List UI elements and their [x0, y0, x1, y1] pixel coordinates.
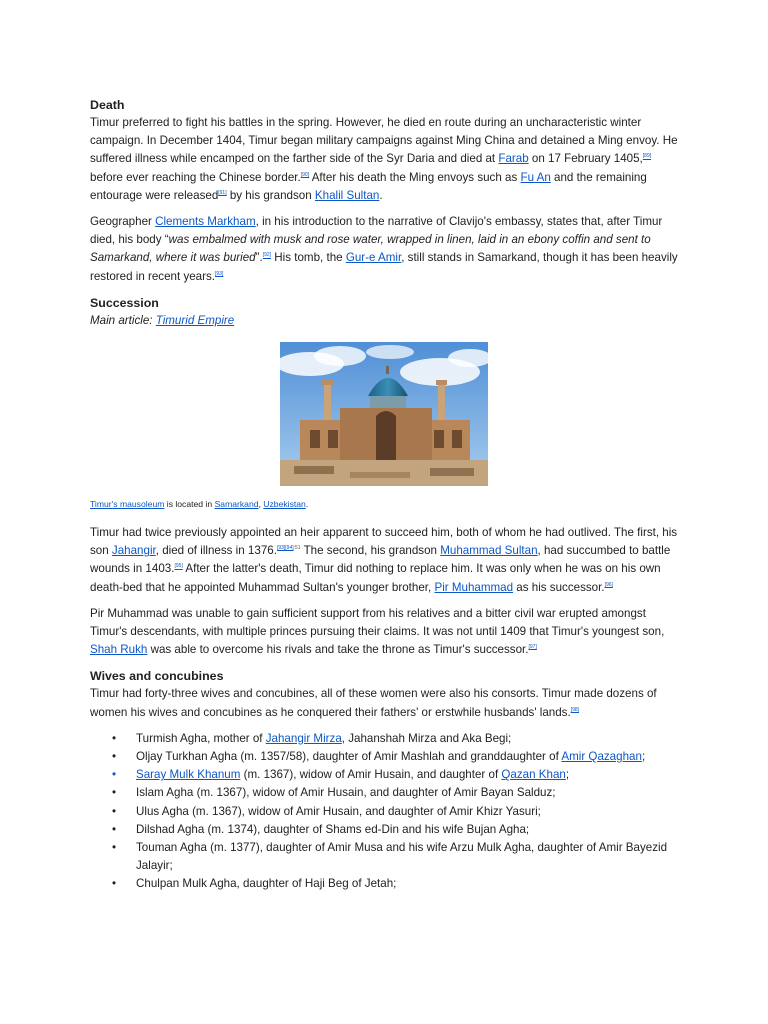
link-pir-muhammad[interactable]: Pir Muhammad [434, 580, 514, 594]
list-item: • Ulus Agha (m. 1367), widow of Amir Husain, and daughter of Amir Khizr Yasuri; [136, 803, 680, 821]
ref-93-94[interactable]: [93][94] [276, 545, 294, 552]
text: Timur had forty-three wives and concubines, all of these women were also his consorts. Timur made dozens of women his wives and concubines as he conquered their fathers' or erstwhile husbands' lands. [90, 687, 657, 719]
text: (m. 1367), widow of Amir Husain, and daughter of [240, 768, 502, 782]
text: Geographer [90, 215, 156, 229]
text: After the latter's death, Timur did nothing to replace him. It was only when he was on his own death-bed that he appointed Muhammad Sultan's younger brother, [90, 562, 661, 594]
wives-intro [90, 685, 680, 721]
link-gur-e-amir[interactable]: Gur-e Amir [345, 251, 402, 265]
text: Main article: [90, 313, 156, 327]
death-paragraph-1 [90, 114, 680, 205]
text: Turmish Agha, mother of [136, 731, 266, 745]
mausoleum-image[interactable] [280, 342, 488, 486]
text: , [258, 499, 264, 510]
list-item [136, 766, 680, 784]
ref-95[interactable]: [95] [174, 563, 183, 570]
text: was able to overcome his rivals and take the throne as Timur's successor. [147, 643, 529, 657]
link-uzbekistan[interactable]: Uzbekistan [263, 499, 306, 510]
text: by his grandson [226, 188, 315, 202]
text: , still stands in Samarkand, though it has been heavily restored in recent years. [90, 251, 678, 283]
link-samarkand[interactable]: Samarkand [214, 499, 259, 510]
text: . [305, 499, 309, 510]
text: before ever reaching the Chinese border. [90, 170, 301, 184]
succession-heading: Succession [90, 295, 159, 310]
link-timurid-empire[interactable]: Timurid Empire [155, 313, 235, 327]
text: The second, his grandson [300, 544, 441, 558]
text: His tomb, the [271, 251, 346, 265]
link-muhammad-sultan[interactable]: Muhammad Sultan [440, 544, 538, 558]
figure-caption [90, 498, 680, 510]
main-article-note [90, 312, 680, 330]
text: Timur had twice previously appointed an heir apparent to succeed him, both of whom he had outlived. The first, his son [90, 526, 678, 558]
quote: was embalmed with musk and rose water, wrapped in linen, laid in an ebony coffin and sent to Samarkand, where it was buried [90, 233, 651, 265]
link-shah-rukh[interactable]: Shah Rukh [90, 643, 148, 657]
link-qazan-khan[interactable]: Qazan Khan [501, 768, 566, 782]
link-jahangir-mirza[interactable]: Jahangir Mirza [265, 731, 342, 745]
text: After his death the Ming envoys such as [309, 170, 521, 184]
ref-98[interactable]: [98] [570, 706, 580, 713]
text: on 17 February 1405, [528, 152, 643, 166]
text: , died of illness in 1376. [155, 544, 277, 558]
ref-91[interactable]: [91] [218, 189, 227, 196]
text: Oljay Turkhan Agha (m. 1357/58), daughter of Amir Mashlah and granddaughter of [136, 750, 562, 764]
ref-page: :51 [293, 545, 301, 552]
list-item: • Chulpan Mulk Agha, daughter of Haji Beg of Jetah; [136, 875, 680, 893]
ref-96[interactable]: [96] [604, 581, 613, 588]
death-paragraph-2 [90, 213, 680, 286]
link-saray-mulk-khanum[interactable]: Saray Mulk Khanum [136, 768, 241, 782]
text: , Jahanshah Mirza and Aka Begi; [341, 731, 512, 745]
article-body [90, 96, 680, 894]
ref-92[interactable]: [92] [262, 252, 272, 259]
ref-97[interactable]: [97] [528, 644, 537, 651]
text: ; [565, 768, 570, 782]
text: and the remaining entourage were released [90, 170, 647, 202]
list-item: • Islam Agha (m. 1367), widow of Amir Husain, and daughter of Amir Bayan Salduz; [136, 784, 680, 802]
text: Pir Muhammad was unable to gain sufficient support from his relatives and a bitter civil war erupted amongst Timur's descendants, with multiple princes pursuing their claims. It was not until 1409 that Timur's youngest son, [90, 606, 665, 639]
link-farab[interactable]: Farab [498, 152, 529, 166]
link-fu-an[interactable]: Fu An [520, 170, 551, 184]
link-amir-qazaghan[interactable]: Amir Qazaghan [561, 750, 642, 764]
mausoleum-figure [90, 342, 680, 486]
ref-93[interactable]: [93] [215, 270, 224, 277]
text: is located in [164, 499, 215, 510]
succession-paragraph-1 [90, 524, 680, 597]
list-item: • Dilshad Agha (m. 1374), daughter of Shams ed-Din and his wife Bujan Agha; [136, 821, 680, 839]
text: . [379, 188, 383, 202]
link-clements-markham[interactable]: Clements Markham [155, 215, 256, 229]
text: ; [641, 750, 646, 764]
list-item: • Touman Agha (m. 1377), daughter of Amir Musa and his wife Arzu Mulk Agha, daughter of Amir Bayezid Jalayir; [136, 839, 680, 875]
wives-list [90, 730, 680, 894]
death-heading: Death [90, 98, 125, 112]
text: , had succumbed to battle wounds in 1403. [90, 544, 671, 576]
ref-89[interactable]: [89] [642, 153, 652, 160]
text: as his successor. [513, 580, 605, 594]
wives-heading: Wives and concubines [90, 669, 224, 684]
text: Timur preferred to fight his battles in the spring. However, he died en route during an uncharacteristic winter campaign. In December 1404, Timur began military campaigns against Ming China and detained a Ming envoy. He suffered illness while encamped on the farther side of the Syr Daria and died at [90, 116, 678, 166]
text: ”. [255, 251, 263, 265]
list-item [136, 748, 680, 766]
link-timurs-mausoleum[interactable]: Timur's mausoleum [90, 499, 165, 510]
text: , in his introduction to the narrative of Clavijo's embassy, states that, after Timur died, his body “ [90, 215, 663, 247]
list-item [136, 730, 680, 748]
ref-90[interactable]: [90] [300, 171, 310, 178]
succession-paragraph-2 [90, 605, 680, 660]
link-jahangir[interactable]: Jahangir [111, 544, 156, 558]
link-khalil-sultan[interactable]: Khalil Sultan [314, 188, 380, 202]
